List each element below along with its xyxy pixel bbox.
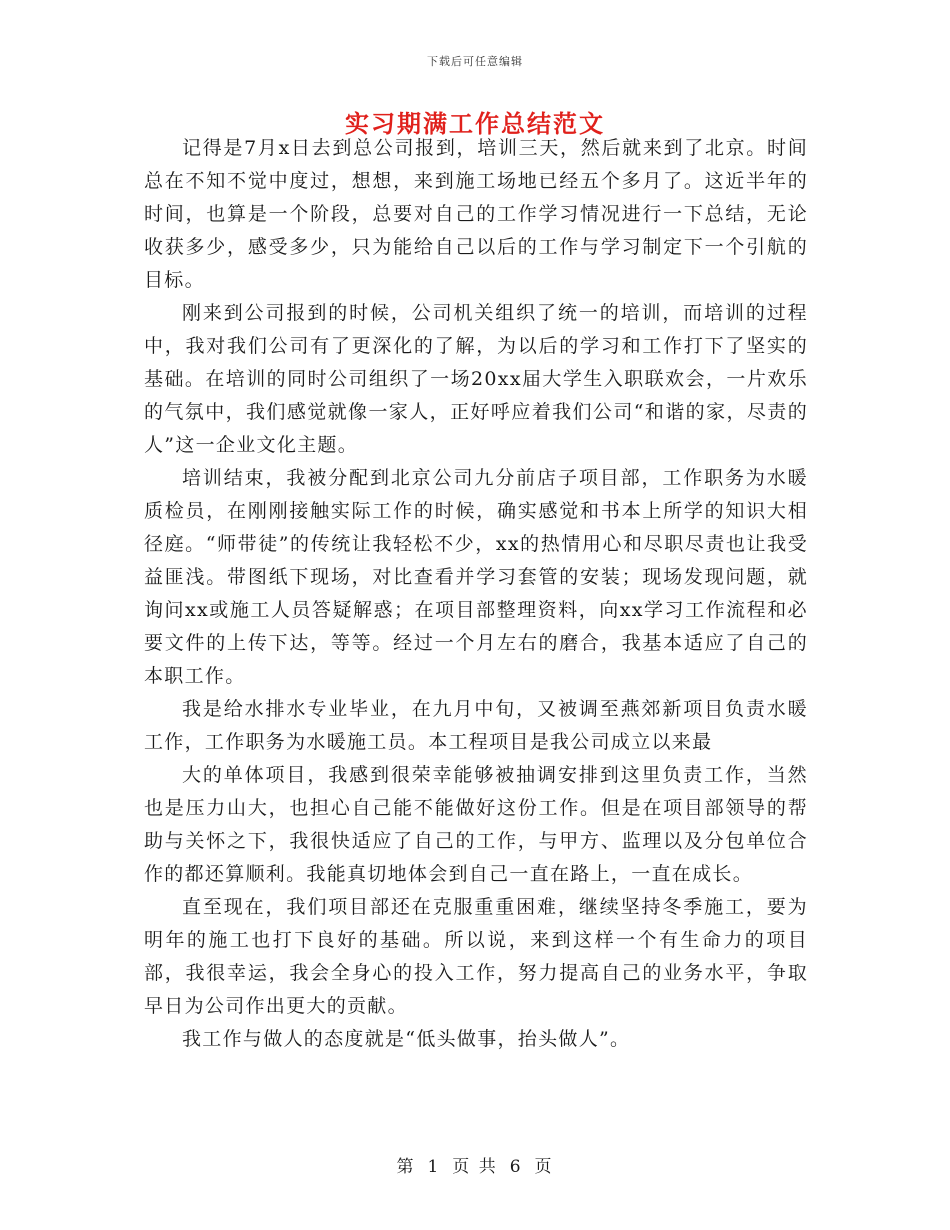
paragraph-1: 记得是7月x日去到总公司报到，培训三天，然后就来到了北京。时间总在不知不觉中度过，想想，来到施工场地已经五个多月了。这近半年的时间，也算是一个阶段，总要对自己的工作学习情况进行一下总结，无论收获多少，感受多少，只为能给自己以后的工作与学习制定下一个引航的目标。 <box>144 137 808 291</box>
document-body <box>144 132 808 1056</box>
paragraph-6: 直至现在，我们项目部还在克服重重困难，继续坚持冬季施工，要为明年的施工也打下良好的基础。所以说，来到这样一个有生命力的项目部，我很幸运，我会全身心的投入工作，努力提高自己的业务水平，争取早日为公司作出更大的贡献。 <box>144 896 808 1017</box>
page-total: 6 <box>509 1157 523 1177</box>
paragraph-2: 刚来到公司报到的时候，公司机关组织了统一的培训，而培训的过程中，我对我们公司有了更深化的了解，为以后的学习和工作打下了坚实的基础。在培训的同时公司组织了一场20xx届大学生入职联欢会，一片欢乐的气氛中，我们感觉就像一家人，正好呼应着我们公司“和谐的家，尽责的人”这一企业文化主题。 <box>144 302 808 456</box>
footer-mid: 页 共 <box>452 1157 498 1177</box>
footer-prefix: 第 <box>396 1157 416 1177</box>
paragraph-7: 我工作与做人的态度就是“低头做事，抬头做人”。 <box>182 1028 631 1050</box>
footer-suffix: 页 <box>534 1157 554 1177</box>
paragraph-3: 培训结束，我被分配到北京公司九分前店子项目部，工作职务为水暖质检员，在刚刚接触实际工作的时候，确实感觉和书本上所学的知识大相径庭。“师带徒”的传统让我轻松不少，xx的热情用心和尽职尽责也让我受益匪浅。带图纸下现场，对比查看并学习套管的安装；现场发现问题，就询问xx或施工人员答疑解惑；在项目部整理资料，向xx学习工作流程和必要文件的上传下达，等等。经过一个月左右的磨合，我基本适应了自己的本职工作。 <box>144 467 808 687</box>
paragraph-4: 我是给水排水专业毕业，在九月中旬，又被调至燕郊新项目负责水暖工作，工作职务为水暖施工员。本工程项目是我公司成立以来最 <box>144 698 808 753</box>
document-title: 实习期满工作总结范文 <box>345 109 605 138</box>
header-note: 下载后可任意编辑 <box>427 55 523 68</box>
page-number: 1 <box>427 1157 441 1177</box>
paragraph-5: 大的单体项目，我感到很荣幸能够被抽调安排到这里负责工作，当然也是压力山大，也担心自己能不能做好这份工作。但是在项目部领导的帮助与关怀之下，我很快适应了自己的工作，与甲方、监理以及分包单位合作的都还算顺利。我能真切地体会到自己一直在路上，一直在成长。 <box>144 764 808 885</box>
page-footer <box>0 1152 950 1177</box>
